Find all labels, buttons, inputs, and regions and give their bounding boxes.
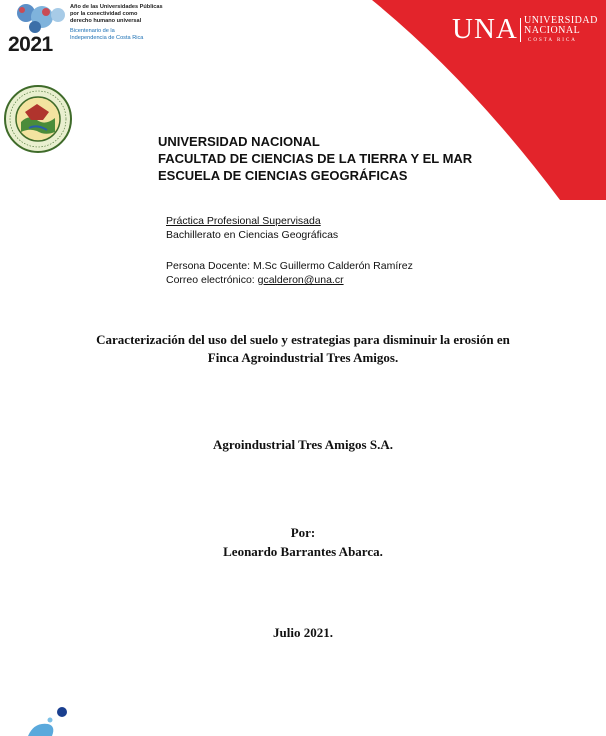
course-program: Bachillerato en Ciencias Geográficas bbox=[166, 229, 339, 241]
document-date: Julio 2021. bbox=[273, 625, 333, 640]
document-title-line1: Caracterización del uso del suelo y estrategias para disminuir la erosión en bbox=[96, 332, 510, 347]
anniversary-line: por la conectividad como bbox=[70, 11, 138, 17]
una-acronym: UNA bbox=[452, 13, 518, 45]
year-label: 2021 bbox=[8, 33, 53, 56]
anniversary-2021-logo bbox=[8, 3, 178, 59]
bicentenary-line: Independencia de Costa Rica bbox=[70, 35, 144, 41]
bicentenary-line: Bicentenario de la bbox=[70, 28, 115, 34]
anniversary-line: derecho humano universal bbox=[70, 18, 142, 24]
logo-divider bbox=[520, 18, 521, 42]
header-faculty: FACULTAD DE CIENCIAS DE LA TIERRA Y EL MAR bbox=[158, 151, 473, 166]
author-label: Por: bbox=[290, 525, 316, 540]
anniversary-line: Año de las Universidades Públicas bbox=[70, 4, 163, 10]
course-name: Práctica Profesional Supervisada bbox=[166, 215, 321, 227]
geography-school-seal bbox=[3, 84, 73, 154]
header-university: UNIVERSIDAD NACIONAL bbox=[158, 134, 320, 149]
email-row bbox=[166, 274, 344, 287]
email-link[interactable]: gcalderon@una.cr bbox=[257, 274, 344, 286]
una-line1: UNIVERSIDAD bbox=[524, 15, 598, 26]
footer-logo-fragment bbox=[26, 700, 76, 736]
email-label: Correo electrónico: bbox=[166, 274, 258, 286]
una-line2: NACIONAL bbox=[524, 25, 581, 36]
author-name: Leonardo Barrantes Abarca. bbox=[223, 544, 383, 559]
header-school: ESCUELA DE CIENCIAS GEOGRÁFICAS bbox=[158, 168, 408, 183]
una-line3: COSTA RICA bbox=[528, 38, 577, 43]
una-university-logo bbox=[452, 14, 600, 48]
bust-icon bbox=[12, 3, 72, 37]
company-name: Agroindustrial Tres Amigos S.A. bbox=[213, 437, 393, 452]
teacher-line: Persona Docente: M.Sc Guillermo Calderón Ramírez bbox=[166, 260, 413, 272]
document-title-line2: Finca Agroindustrial Tres Amigos. bbox=[207, 350, 399, 365]
